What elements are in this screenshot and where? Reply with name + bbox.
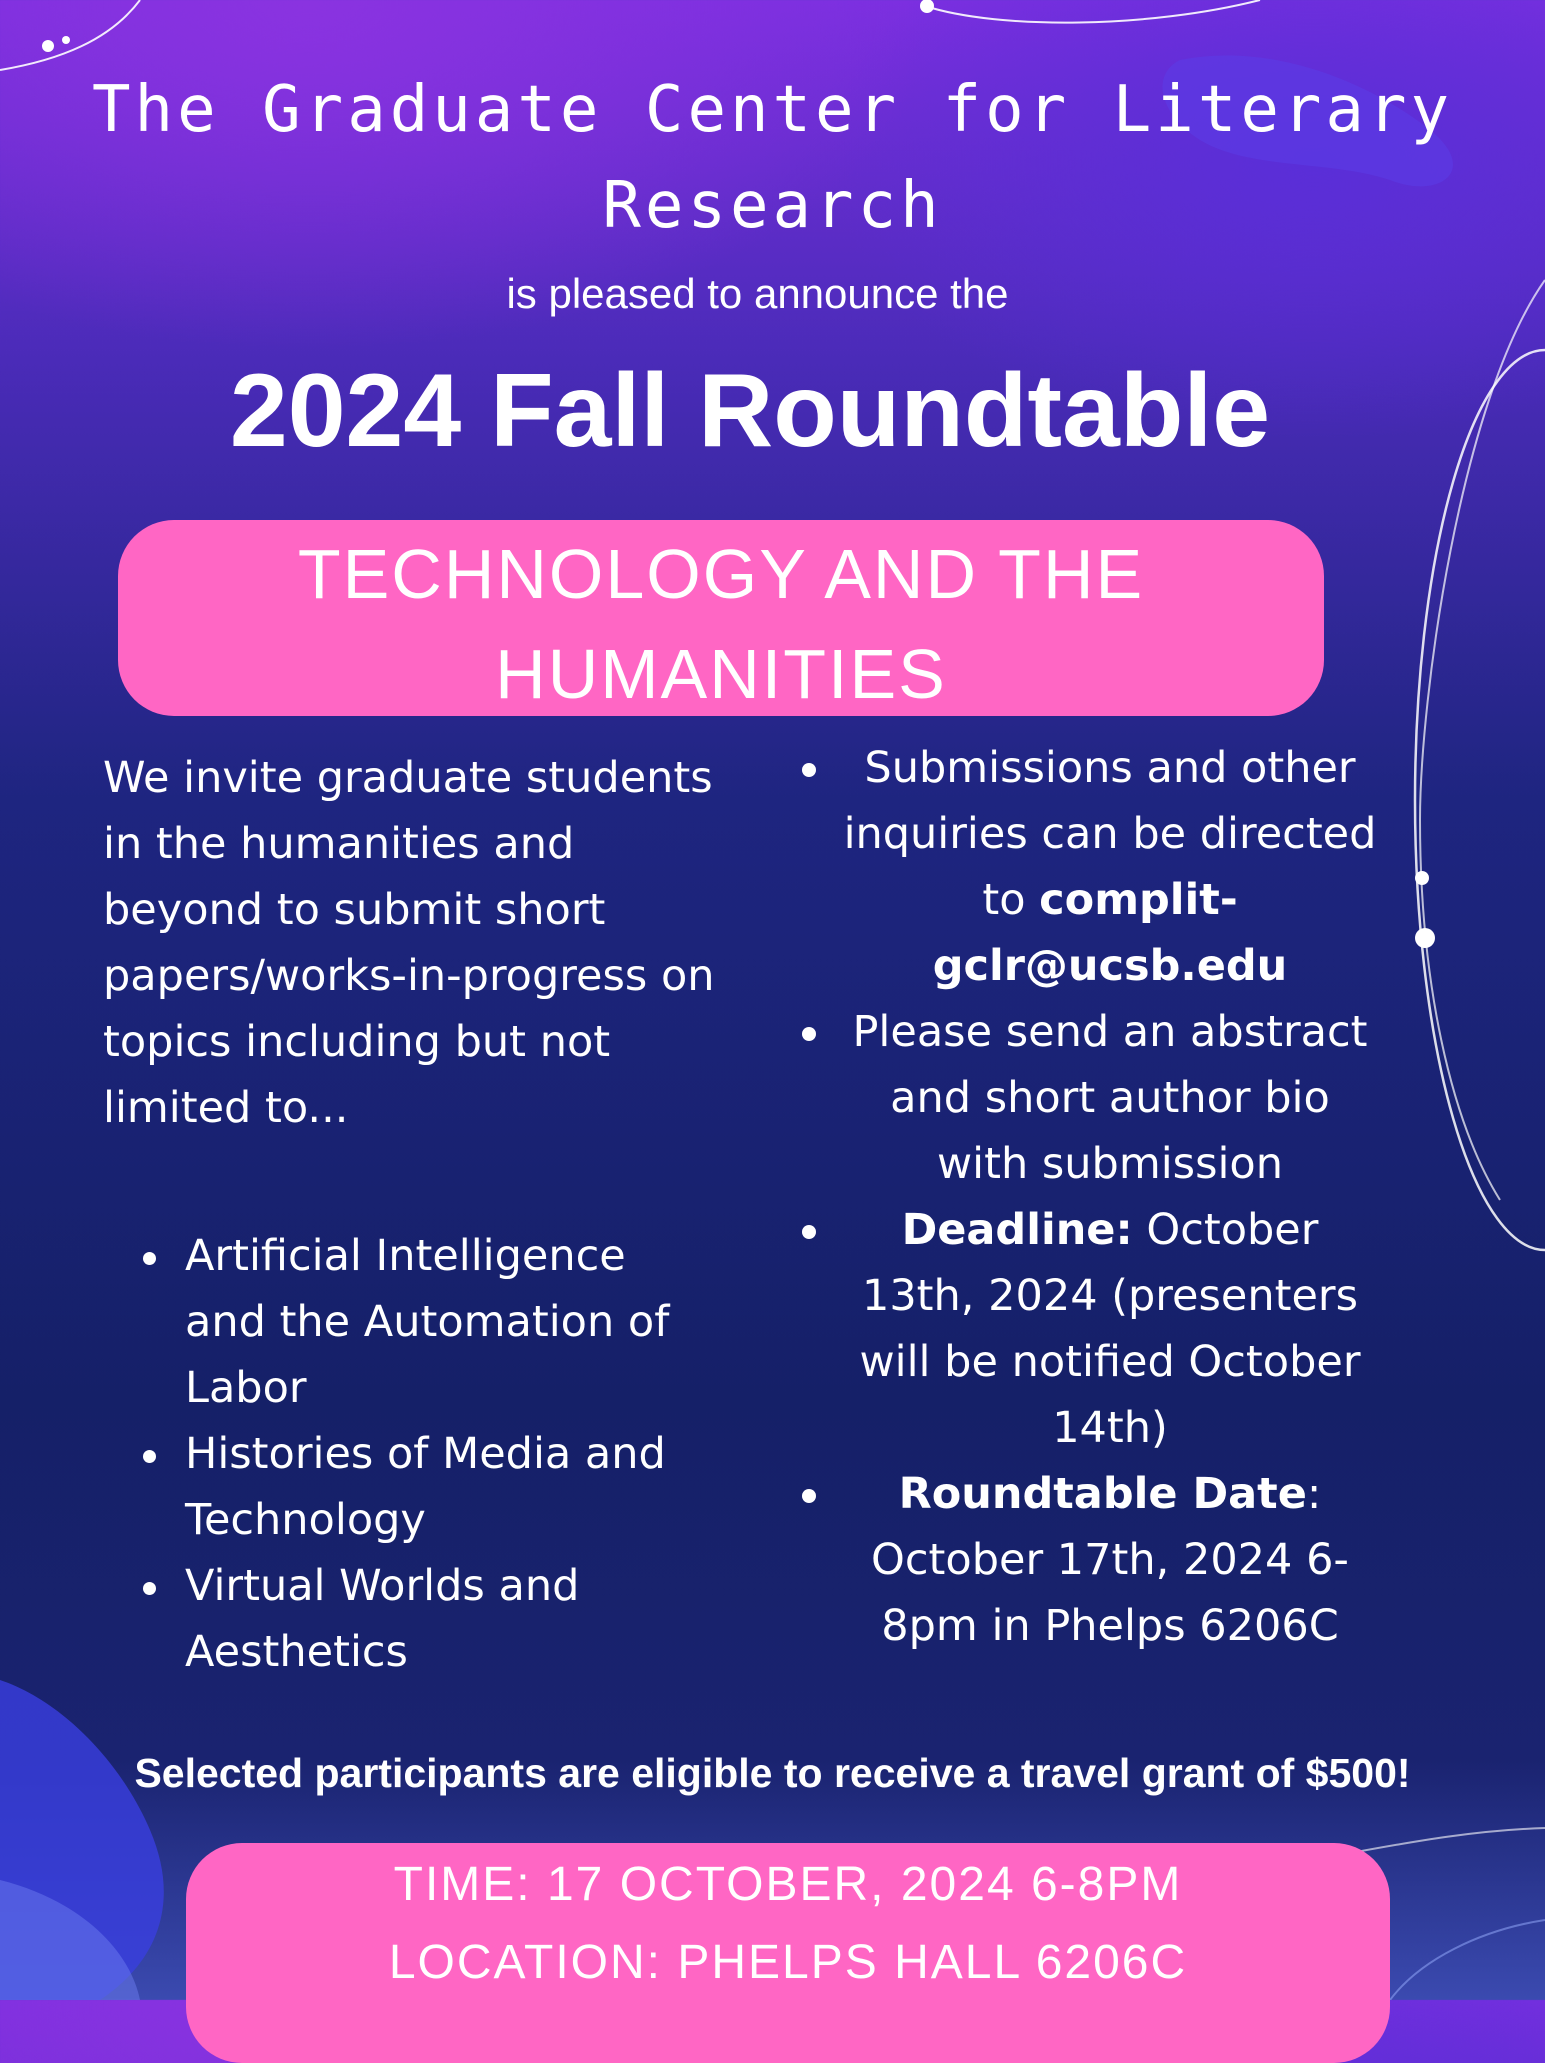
roundtable-info (780, 1461, 1380, 1659)
footer-time: TIME: 17 OCTOBER, 2024 6-8PM (393, 1858, 1183, 1911)
event-title: 2024 Fall Roundtable (229, 353, 1271, 469)
roundtable-label: Roundtable Date (898, 1469, 1307, 1519)
deadline-label: Deadline: (901, 1205, 1133, 1255)
topic-item: Artificial Intelligence and the Automation of Labor (103, 1223, 703, 1421)
grant-notice: Selected participants are eligible to receive a travel grant of $500! (134, 1750, 1411, 1796)
submission-info (780, 735, 1380, 999)
abstract-text: Please send an abstract and short author bio with submission (852, 1007, 1368, 1189)
topic-list (103, 1223, 703, 1685)
topic-item: Virtual Worlds and Aesthetics (103, 1553, 703, 1685)
deadline-info (780, 1197, 1380, 1461)
contact-email[interactable]: complit-gclr@ucsb.edu (932, 875, 1288, 991)
topic-item: Histories of Media and Technology (103, 1421, 703, 1553)
organization-title: The Graduate Center for Literary Research (92, 73, 1453, 243)
footer-location: LOCATION: PHELPS HALL 6206C (388, 1936, 1188, 1989)
theme-text: TECHNOLOGY AND THE HUMANITIES (297, 535, 1145, 713)
announce-text: is pleased to announce the (506, 270, 1009, 317)
deadline-text: October 13th, 2024 (presenters will be notified October 14th) (859, 1205, 1361, 1453)
submission-text: Submissions and other inquiries can be directed to (843, 743, 1377, 925)
roundtable-text: : October 17th, 2024 6-8pm in Phelps 6206C (871, 1469, 1349, 1651)
details-list (780, 735, 1380, 1659)
call-intro: We invite graduate students in the humanities and beyond to submit short papers/works-in-progress on topics including but not limited to... (103, 753, 715, 1133)
abstract-info (780, 999, 1380, 1197)
